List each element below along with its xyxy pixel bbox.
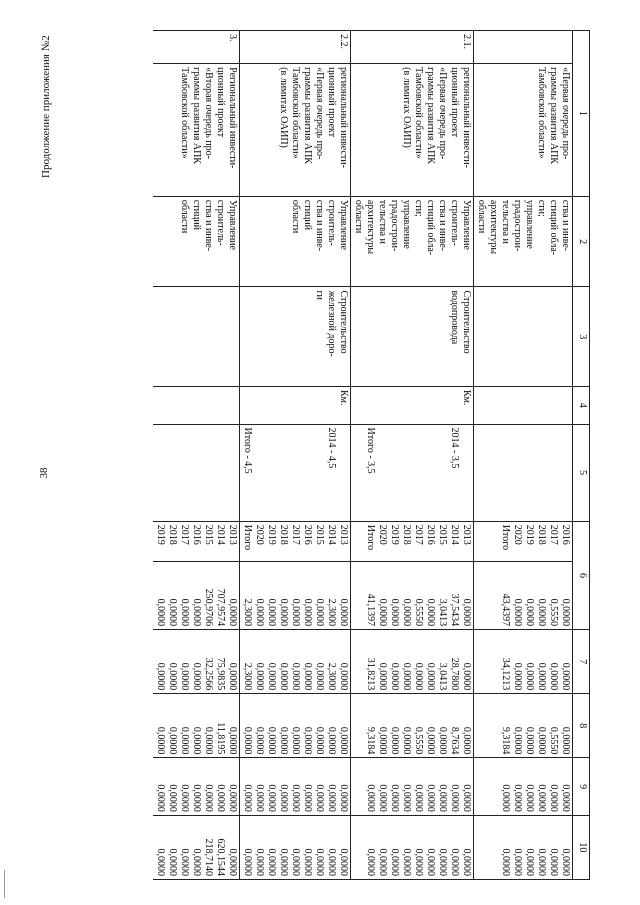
extra-budget-amount-value: 0,0000 — [266, 848, 277, 876]
total-amount-value: 41,1397 — [365, 593, 376, 627]
year — [240, 521, 351, 561]
total-amount — [474, 561, 573, 630]
extra-budget-amount-value: 0,0000 — [437, 848, 448, 876]
object-cell — [474, 287, 573, 386]
total-amount-value: 0,0000 — [314, 598, 325, 627]
year-value: 2013 — [338, 524, 349, 545]
extra-budget-amount-value: 0,0000 — [167, 848, 178, 876]
year — [474, 521, 573, 561]
regional-amount — [240, 694, 351, 758]
executor-cell: Управление строитель- ства и инве- стиций области — [153, 196, 240, 287]
capacity-cell — [240, 424, 351, 521]
regional-amount-value: 0,0000 — [302, 726, 313, 755]
local-amount-value: 0,0000 — [179, 784, 190, 812]
total-amount-value: 0,0000 — [512, 598, 523, 627]
col-header-3: 3 — [573, 287, 590, 386]
regional-amount-value: 0,0000 — [191, 726, 202, 755]
regional-amount-value: 9,3184 — [365, 726, 376, 755]
federal-amount-value: 0,0000 — [314, 662, 325, 691]
regional-amount-value: 0,0000 — [425, 726, 436, 755]
federal-amount-value: 0,0000 — [302, 662, 313, 691]
unit-cell — [474, 386, 573, 424]
federal-amount-value: 75,9835 — [215, 657, 226, 691]
regional-amount-value: 0,0000 — [338, 726, 349, 755]
table-row — [240, 31, 351, 880]
federal-amount-value: 2,3000 — [242, 662, 253, 691]
table-row — [474, 31, 573, 880]
local-amount-value: 0,0000 — [278, 784, 289, 812]
total-amount-value: 0,5550 — [548, 598, 559, 627]
capacity-total: Итого - 3,5 — [365, 427, 376, 474]
regional-amount-value: 0,0000 — [179, 726, 190, 755]
total-amount-value: 0,0000 — [389, 598, 400, 627]
total-amount-value: 0,0000 — [227, 598, 238, 627]
year-value: Итого — [500, 524, 511, 551]
local-amount-value: 0,0000 — [326, 784, 337, 812]
total-amount-value: 0,0000 — [155, 598, 166, 627]
extra-budget-amount-value: 0,0000 — [314, 848, 325, 876]
local-amount-value: 0,0000 — [548, 784, 559, 812]
total-amount-value: 0,0000 — [338, 598, 349, 627]
year-value: 2013 — [227, 524, 238, 545]
federal-amount-value: 31,8213 — [365, 657, 376, 691]
object-cell: Строительство железной доро- ги — [240, 287, 351, 386]
regional-amount-value: 9,3184 — [500, 726, 511, 755]
col-header-7: 7 — [573, 630, 590, 694]
total-amount-value: 2,3000 — [326, 598, 337, 627]
executor-cell: Управление строитель- ства и инве- стиций обла- сти; управление градострои- тельства и архитектуры области — [351, 196, 474, 287]
col-header-1: 1 — [573, 31, 590, 197]
year-value: Итого — [365, 524, 376, 551]
extra-budget-amount-value: 0,0000 — [413, 848, 424, 876]
capacity-total: Итого - 4,5 — [242, 427, 253, 474]
local-amount-value: 0,0000 — [536, 784, 547, 812]
extra-budget-amount-value: 0,0000 — [548, 848, 559, 876]
executor-cell: Управление строитель- ства и инве- стиций области — [240, 196, 351, 287]
project-name-cell: региональный инвести- ционный проект «Первая очередь про- граммы развития АПК Тамбовской области» (в лимитах ОАИП) — [240, 64, 351, 197]
extra-budget-amount — [153, 815, 240, 879]
extra-budget-amount-value: 0,0000 — [242, 848, 253, 876]
executor-cell: ства и инве- стиций обла- сти; управление градострои- тельства и архитектуры области — [474, 196, 573, 287]
local-amount-value: 0,0000 — [500, 784, 511, 812]
total-amount-value: 250,9706 — [203, 588, 214, 627]
year-value: 2016 — [560, 524, 571, 545]
col-header-5: 5 — [573, 424, 590, 521]
year-value: 2014 — [449, 524, 460, 545]
regional-amount-value: 0,0000 — [512, 726, 523, 755]
extra-budget-amount-value: 0,0000 — [524, 848, 535, 876]
year-value: 2019 — [389, 524, 400, 545]
year-value: 2013 — [461, 524, 472, 545]
federal-amount-value: 0,0000 — [560, 662, 571, 691]
capacity-cell — [153, 424, 240, 521]
col-header-4: 4 — [573, 386, 590, 424]
regional-amount — [153, 694, 240, 758]
local-amount-value: 0,0000 — [302, 784, 313, 812]
federal-amount-value: 0,0000 — [278, 662, 289, 691]
federal-amount-value: 0,0000 — [179, 662, 190, 691]
total-amount-value: 0,0000 — [179, 598, 190, 627]
year-value: 2019 — [266, 524, 277, 545]
extra-budget-amount-value: 0,0000 — [377, 848, 388, 876]
federal-amount — [153, 630, 240, 694]
row-number — [474, 31, 573, 64]
extra-budget-amount — [351, 815, 474, 879]
total-amount-value: 0,0000 — [254, 598, 265, 627]
object-cell: Строительство водопровода — [351, 287, 474, 386]
extra-budget-amount-value: 0,0000 — [338, 848, 349, 876]
page-number: 38 — [38, 467, 50, 479]
col-header-2: 2 — [573, 196, 590, 287]
extra-budget-amount-value: 0,0000 — [278, 848, 289, 876]
row-number: 3. — [153, 31, 240, 64]
extra-budget-amount-value: 620,1544 — [215, 838, 226, 876]
regional-amount-value: 0,0000 — [437, 726, 448, 755]
regional-amount-value: 0,0000 — [155, 726, 166, 755]
extra-budget-amount-value: 0,0000 — [389, 848, 400, 876]
extra-budget-amount-value: 0,0000 — [155, 848, 166, 876]
total-amount-value: 0,0000 — [167, 598, 178, 627]
object-cell — [153, 287, 240, 386]
local-amount-value: 0,0000 — [524, 784, 535, 812]
year-value: 2017 — [179, 524, 190, 545]
extra-budget-amount-value: 0,0000 — [461, 848, 472, 876]
regional-amount-value: 0,0000 — [290, 726, 301, 755]
federal-amount-value: 0,0000 — [536, 662, 547, 691]
regional-amount-value: 0,0000 — [401, 726, 412, 755]
extra-budget-amount-value: 218,7140 — [203, 838, 214, 876]
total-amount-value: 0,0000 — [290, 598, 301, 627]
total-amount-value: 0,0000 — [278, 598, 289, 627]
local-amount-value: 0,0000 — [401, 784, 412, 812]
local-amount-value: 0,0000 — [437, 784, 448, 812]
federal-amount — [474, 630, 573, 694]
year-value: 2020 — [254, 524, 265, 545]
year-value: 2020 — [512, 524, 523, 545]
year-value: 2016 — [191, 524, 202, 545]
regional-amount-value: 0,0000 — [536, 726, 547, 755]
local-amount-value: 0,0000 — [389, 784, 400, 812]
year-value: 2015 — [203, 524, 214, 545]
year-value: 2016 — [302, 524, 313, 545]
federal-amount-value: 0,0000 — [266, 662, 277, 691]
federal-amount-value: 0,0000 — [377, 662, 388, 691]
rotated-table-area — [90, 30, 590, 880]
federal-amount-value: 0,0000 — [512, 662, 523, 691]
extra-budget-amount-value: 0,0000 — [290, 848, 301, 876]
row-number: 2.2. — [240, 31, 351, 64]
federal-amount-value: 0,0000 — [413, 662, 424, 691]
local-amount-value: 0,0000 — [203, 784, 214, 812]
regional-amount — [474, 694, 573, 758]
local-amount-value: 0,0000 — [413, 784, 424, 812]
local-amount — [240, 758, 351, 815]
extra-budget-amount-value: 0,0000 — [365, 848, 376, 876]
extra-budget-amount-value: 0,0000 — [449, 848, 460, 876]
regional-amount-value: 0,0000 — [326, 726, 337, 755]
capacity-cell — [351, 424, 474, 521]
year-value: 2020 — [377, 524, 388, 545]
regional-amount-value: 0,5550 — [413, 726, 424, 755]
regional-amount-value: 0,0000 — [227, 726, 238, 755]
capacity-value: 2014 - 4,5 — [326, 427, 337, 469]
regional-amount-value: 0,0000 — [278, 726, 289, 755]
total-amount-value: 3,0413 — [437, 598, 448, 627]
total-amount-value: 0,5550 — [413, 598, 424, 627]
regional-amount-value: 0,0000 — [461, 726, 472, 755]
local-amount-value: 0,0000 — [377, 784, 388, 812]
project-name-cell: Региональный инвести- ционный проект «Вторая очередь про- граммы развития АПК Тамбовской области» — [153, 64, 240, 197]
total-amount-value: 0,0000 — [266, 598, 277, 627]
federal-amount-value: 0,0000 — [290, 662, 301, 691]
table-row — [351, 31, 474, 880]
year-value: 2016 — [425, 524, 436, 545]
total-amount-value: 0,0000 — [425, 598, 436, 627]
regional-amount-value: 0,0000 — [389, 726, 400, 755]
regional-amount-value: 0,0000 — [203, 726, 214, 755]
local-amount-value: 0,0000 — [290, 784, 301, 812]
total-amount — [351, 561, 474, 630]
extra-budget-amount-value: 0,0000 — [191, 848, 202, 876]
federal-amount-value: 0,0000 — [254, 662, 265, 691]
local-amount-value: 0,0000 — [425, 784, 436, 812]
regional-amount — [351, 694, 474, 758]
federal-amount-value: 34,1213 — [500, 657, 511, 691]
local-amount-value: 0,0000 — [560, 784, 571, 812]
extra-budget-amount-value: 0,0000 — [401, 848, 412, 876]
federal-amount-value: 32,2566 — [203, 657, 214, 691]
local-amount-value: 0,0000 — [215, 784, 226, 812]
unit-cell — [153, 386, 240, 424]
unit-cell: Км. — [351, 386, 474, 424]
total-amount-value: 0,0000 — [560, 598, 571, 627]
extra-budget-amount — [240, 815, 351, 879]
local-amount-value: 0,0000 — [227, 784, 238, 812]
year — [153, 521, 240, 561]
regional-amount-value: 0,0000 — [167, 726, 178, 755]
local-amount-value: 0,0000 — [266, 784, 277, 812]
page-edge-mark — [4, 870, 11, 898]
year-value: 2019 — [524, 524, 535, 545]
federal-amount-value: 3,0413 — [437, 662, 448, 691]
total-amount-value: 0,0000 — [461, 598, 472, 627]
year-value: 2017 — [548, 524, 559, 545]
total-amount-value: 707,9574 — [215, 588, 226, 627]
extra-budget-amount-value: 0,0000 — [326, 848, 337, 876]
regional-amount-value: 0,0000 — [254, 726, 265, 755]
federal-amount-value: 2,3000 — [326, 662, 337, 691]
col-header-9: 9 — [573, 758, 590, 815]
appendix-title: Продолжение приложения №2 — [40, 35, 52, 178]
local-amount-value: 0,0000 — [365, 784, 376, 812]
year-value: 2019 — [155, 524, 166, 545]
year-value: 2018 — [167, 524, 178, 545]
regional-amount-value: 0,0000 — [560, 726, 571, 755]
regional-amount-value: 0,5550 — [548, 726, 559, 755]
local-amount-value: 0,0000 — [314, 784, 325, 812]
regional-amount-value: 0,0000 — [377, 726, 388, 755]
federal-amount-value: 0,0000 — [227, 662, 238, 691]
federal-amount-value: 0,0000 — [155, 662, 166, 691]
extra-budget-amount-value: 0,0000 — [500, 848, 511, 876]
regional-amount-value: 0,0000 — [524, 726, 535, 755]
project-name-cell: региональный инвести- ционный проект «Первая очередь про- граммы развития АПК Тамбовской области» (в лимитах ОАИП) — [351, 64, 474, 197]
regional-amount-value: 0,0000 — [242, 726, 253, 755]
year-value: 2015 — [437, 524, 448, 545]
federal-amount — [351, 630, 474, 694]
row-number: 2.1. — [351, 31, 474, 64]
local-amount-value: 0,0000 — [167, 784, 178, 812]
local-amount-value: 0,0000 — [449, 784, 460, 812]
federal-amount-value: 0,0000 — [389, 662, 400, 691]
year-value: 2018 — [401, 524, 412, 545]
extra-budget-amount-value: 0,0000 — [179, 848, 190, 876]
unit-cell: Км. — [240, 386, 351, 424]
extra-budget-amount-value: 0,0000 — [302, 848, 313, 876]
year-value: 2018 — [278, 524, 289, 545]
local-amount — [474, 758, 573, 815]
extra-budget-amount-value: 0,0000 — [254, 848, 265, 876]
extra-budget-amount-value: 0,0000 — [425, 848, 436, 876]
year-value: 2015 — [314, 524, 325, 545]
capacity-value: 2014 - 3,5 — [449, 427, 460, 469]
federal-amount-value: 0,0000 — [425, 662, 436, 691]
year-value: 2017 — [290, 524, 301, 545]
year-value: Итого — [242, 524, 253, 551]
local-amount-value: 0,0000 — [254, 784, 265, 812]
year — [351, 521, 474, 561]
local-amount-value: 0,0000 — [155, 784, 166, 812]
total-amount-value: 0,0000 — [377, 598, 388, 627]
extra-budget-amount-value: 0,0000 — [512, 848, 523, 876]
regional-amount-value: 8,7634 — [449, 726, 460, 755]
total-amount — [240, 561, 351, 630]
table-row — [153, 31, 240, 880]
local-amount-value: 0,0000 — [338, 784, 349, 812]
federal-amount — [240, 630, 351, 694]
federal-amount-value: 0,0000 — [401, 662, 412, 691]
extra-budget-amount — [474, 815, 573, 879]
project-name-cell: «Первая очередь про- граммы развития АПК Тамбовской области» — [474, 64, 573, 197]
local-amount — [153, 758, 240, 815]
federal-amount-value: 0,0000 — [338, 662, 349, 691]
column-number-row — [573, 31, 590, 880]
local-amount-value: 0,0000 — [461, 784, 472, 812]
local-amount-value: 0,0000 — [242, 784, 253, 812]
total-amount-value: 0,0000 — [302, 598, 313, 627]
total-amount-value: 0,0000 — [536, 598, 547, 627]
year-value: 2014 — [326, 524, 337, 545]
federal-amount-value: 0,0000 — [167, 662, 178, 691]
capacity-cell — [474, 424, 573, 521]
local-amount-value: 0,0000 — [191, 784, 202, 812]
extra-budget-amount-value: 0,0000 — [560, 848, 571, 876]
total-amount-value: 2,3000 — [242, 598, 253, 627]
extra-budget-amount-value: 0,0000 — [536, 848, 547, 876]
total-amount-value: 0,0000 — [524, 598, 535, 627]
col-header-8: 8 — [573, 694, 590, 758]
year-value: 2014 — [215, 524, 226, 545]
federal-amount-value: 0,0000 — [461, 662, 472, 691]
budget-table — [153, 30, 590, 880]
local-amount-value: 0,0000 — [512, 784, 523, 812]
regional-amount-value: 11,8195 — [215, 722, 226, 755]
federal-amount-value: 0,0000 — [524, 662, 535, 691]
total-amount-value: 0,0000 — [401, 598, 412, 627]
local-amount — [351, 758, 474, 815]
regional-amount-value: 0,0000 — [314, 726, 325, 755]
extra-budget-amount-value: 0,0000 — [227, 848, 238, 876]
col-header-6: 6 — [573, 521, 590, 629]
year-value: 2017 — [413, 524, 424, 545]
regional-amount-value: 0,0000 — [266, 726, 277, 755]
total-amount-value: 43,4397 — [500, 593, 511, 627]
col-header-10: 10 — [573, 815, 590, 879]
year-value: 2018 — [536, 524, 547, 545]
federal-amount-value: 28,7800 — [449, 657, 460, 691]
total-amount-value: 0,0000 — [191, 598, 202, 627]
total-amount-value: 37,5434 — [449, 593, 460, 627]
federal-amount-value: 0,0000 — [548, 662, 559, 691]
total-amount — [153, 561, 240, 630]
federal-amount-value: 0,0000 — [191, 662, 202, 691]
